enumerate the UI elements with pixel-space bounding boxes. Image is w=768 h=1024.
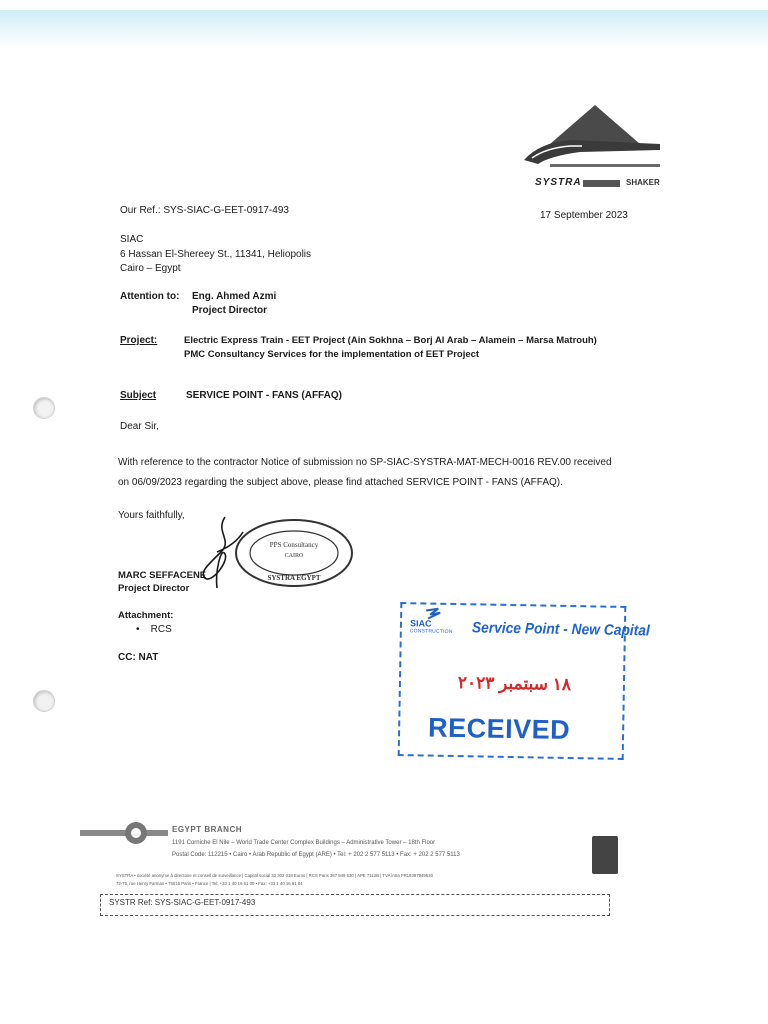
punch-hole-top — [33, 397, 55, 419]
project-line2: PMC Consultancy Services for the implementation of EET Project — [184, 349, 480, 360]
received-org — [410, 618, 453, 635]
footer-address: 1191 Corniche El Nile – World Trade Center Complex Buildings – Administrative Tower – 18th Floor — [172, 840, 436, 846]
footer-branch: EGYPT BRANCH — [172, 825, 243, 834]
logo-systra-text: SYSTRA — [535, 177, 582, 188]
attention-title: Project Director — [192, 305, 268, 316]
project-label: Project: — [120, 335, 158, 346]
scan-top-band — [0, 10, 768, 48]
punch-hole-bottom — [33, 690, 55, 712]
signatory-name: MARC SEFFACENE — [118, 570, 207, 581]
received-org-sub: CONSTRUCTION — [409, 628, 453, 635]
attachment-item: • RCS — [136, 624, 172, 635]
seal-line2: CAIRO — [284, 553, 304, 559]
signatory-title: Project Director — [118, 583, 190, 594]
closing: Yours faithfully, — [118, 510, 185, 521]
attention-label: Attention to: — [120, 291, 180, 302]
received-date: ١٨ سبتمبر ٢٠٢٣ — [457, 673, 572, 695]
cc-line: CC: NAT — [118, 652, 159, 663]
subject-text: SERVICE POINT - FANS (AFFAQ) — [186, 390, 342, 401]
systra-footer-logo-icon — [80, 820, 168, 846]
attention-name: Eng. Ahmed Azmi — [192, 291, 277, 302]
body-line1: With reference to the contractor Notice of submission no SP-SIAC-SYSTRA-MAT-MECH-0016 REV.00 received — [118, 457, 612, 468]
body-line2: on 06/09/2023 regarding the subject above, please find attached SERVICE POINT - FANS (AFFAQ). — [118, 477, 563, 488]
our-reference: Our Ref.: SYS-SIAC-G-EET-0917-493 — [120, 205, 289, 216]
systra-seal-stamp-icon — [233, 517, 355, 589]
footer-ref: SYSTR Ref: SYS-SIAC-G-EET-0917-493 — [109, 898, 256, 907]
received-org-name: SIAC — [409, 618, 432, 629]
received-status: RECEIVED — [427, 712, 571, 746]
footer-legal1: SYSTRA • société anonyme à directoire et conseil de surveillance | Capital social 33 302 018 Euros | RCS Paris 387 949 530 | APE 7112B | TVA intra FR19387949530 — [116, 873, 433, 878]
received-stamp — [398, 602, 650, 760]
recipient-address-line1: 6 Hassan El-Shereey St., 11341, Heliopolis — [120, 249, 312, 260]
seal-line3: SYSTRA EGYPT — [267, 574, 321, 582]
logo-bar — [583, 180, 620, 187]
subject-label: Subject — [120, 390, 157, 401]
letter-date: 17 September 2023 — [540, 210, 628, 221]
footer-certification-logo-icon — [592, 836, 618, 874]
footer-legal2: 72-76, rue Henry Farman • 75015 Paris • France | Tel: +33 1 40 16 61 00 • Fax: +33 1 40 16 61 04 — [116, 881, 303, 886]
seal-line1: PPS Consultancy — [269, 541, 319, 549]
recipient-name: SIAC — [120, 234, 144, 245]
recipient-address-line2: Cairo – Egypt — [120, 263, 181, 274]
attachment-label: Attachment: — [118, 610, 174, 621]
footer-postal: Postal Code: 112215 • Cairo • Arab Republic of Egypt (ARE) • Tel: + 202 2 577 5113 • Fax: + 202 2 577 5113 — [172, 852, 460, 858]
project-line1: Electric Express Train - EET Project (Ain Sokhna – Borj Al Arab – Alamein – Marsa Matrouh) — [184, 335, 597, 346]
received-location: Service Point - New Capital — [471, 619, 650, 640]
logo-shaker-text: SHAKER — [626, 178, 660, 187]
footer-ref-box — [100, 894, 610, 916]
salutation: Dear Sir, — [120, 421, 159, 432]
attachment-item-text: RCS — [150, 624, 172, 635]
